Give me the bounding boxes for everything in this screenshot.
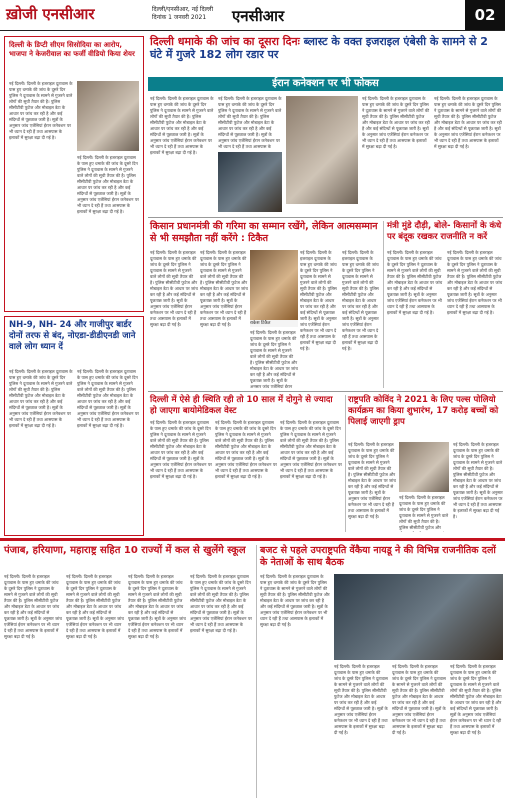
- lead-body-col2: नई दिल्ली। दिल्ली के इजराइल दूतावास के पास हुए धमाके की जांच के दूसरे दिन पुलिस ने दूतावास के सामने से गुजरने वाले लोगों की सूची तैयार की है। पुलिस सीसीटीवी फुटेज और मोबाइल डेटा के आधार पर जांच कर रही है और कई संदिग्धों से पूछताछ जारी है। सूत्रों के अनुसार जांच एजेंसियां ईरान कनेक्शन पर भी ध्यान दे रही हैं तथा आसपास के: [218, 96, 282, 149]
- page-number: 02: [465, 0, 505, 30]
- divider: [256, 545, 257, 798]
- left-top-story-box: [4, 36, 144, 312]
- left-top-photo: [77, 81, 139, 151]
- schools-body-col4: नई दिल्ली। दिल्ली के इजराइल दूतावास के पास हुए धमाके की जांच के दूसरे दिन पुलिस ने दूतावास के सामने से गुजरने वाले लोगों की सूची तैयार की है। पुलिस सीसीटीवी फुटेज और मोबाइल डेटा के आधार पर जांच कर रही है और कई संदिग्धों से पूछताछ जारी है। सूत्रों के अनुसार जांच एजेंसियां ईरान कनेक्शन पर भी ध्यान दे रही हैं तथा आसपास के इलाकों में सुरक्षा बढ़ा दी गई है।: [190, 574, 252, 633]
- minister-body-col2: नई दिल्ली। दिल्ली के इजराइल दूतावास के पास हुए धमाके की जांच के दूसरे दिन पुलिस ने दूतावास के सामने से गुजरने वाले लोगों की सूची तैयार की है। पुलिस सीसीटीवी फुटेज और मोबाइल डेटा के आधार पर जांच कर रही है और कई संदिग्धों से पूछताछ जारी है। सूत्रों के अनुसार जांच एजेंसियां ईरान कनेक्शन पर भी ध्यान दे रही हैं तथा आसपास के इलाकों में सुरक्षा बढ़ा दी गई है।: [447, 250, 503, 315]
- left-mid-story-box: [4, 316, 144, 536]
- polio-body-col3: नई दिल्ली। दिल्ली के इजराइल दूतावास के पास हुए धमाके की जांच के दूसरे दिन पुलिस ने दूतावास के सामने से गुजरने वाले लोगों की सूची तैयार की है। पुलिस सीसीटीवी फुटेज और मोबाइल डेटा के आधार पर जांच कर रही है और कई संदिग्धों से पूछताछ जारी है। सूत्रों के अनुसार जांच एजेंसियां ईरान कनेक्शन पर भी ध्यान दे रही हैं तथा आसपास के इलाकों में सुरक्षा बढ़ा दी गई है।: [453, 442, 503, 519]
- masthead: [0, 0, 505, 31]
- section-divider: [0, 538, 505, 541]
- left-mid-headline: NH-9, NH- 24 और गाजीपुर बार्डर दोनों तरफ से बंद, नोएडा-डीडीएनडी जाने वाले लोग ध्यान दें: [9, 320, 136, 352]
- left-top-headline: दिल्ली के डिप्टी सीएम सिसोदिया का आरोप, भाजपा ने केजरीवाल का फर्जी वीडियो किया शेयर: [9, 41, 135, 58]
- schools-headline: पंजाब, हरियाणा, महाराष्ट्र सहित 10 राज्यों में कल से खुलेंगे स्कूल: [4, 545, 246, 556]
- covid-body-col2: नई दिल्ली। दिल्ली के इजराइल दूतावास के पास हुए धमाके की जांच के दूसरे दिन पुलिस ने दूतावास के सामने से गुजरने वाले लोगों की सूची तैयार की है। पुलिस सीसीटीवी फुटेज और मोबाइल डेटा के आधार पर जांच कर रही है और कई संदिग्धों से पूछताछ जारी है। सूत्रों के अनुसार जांच एजेंसियां ईरान कनेक्शन पर भी ध्यान दे रही हैं तथा आसपास के इलाकों में सुरक्षा बढ़ा दी गई है।: [215, 420, 277, 479]
- lead-body-col4: नई दिल्ली। दिल्ली के इजराइल दूतावास के पास हुए धमाके की जांच के दूसरे दिन पुलिस ने दूतावास के सामने से गुजरने वाले लोगों की सूची तैयार की है। पुलिस सीसीटीवी फुटेज और मोबाइल डेटा के आधार पर जांच कर रही है और कई संदिग्धों से पूछताछ जारी है। सूत्रों के अनुसार जांच एजेंसियां ईरान कनेक्शन पर भी ध्यान दे रही हैं तथा आसपास के इलाकों में सुरक्षा बढ़ा दी गई है।: [434, 96, 502, 149]
- left-mid-body-col1: नई दिल्ली। दिल्ली के इजराइल दूतावास के पास हुए धमाके की जांच के दूसरे दिन पुलिस ने दूतावास के सामने से गुजरने वाले लोगों की सूची तैयार की है। पुलिस सीसीटीवी फुटेज और मोबाइल डेटा के आधार पर जांच कर रही है और कई संदिग्धों से पूछताछ जारी है। सूत्रों के अनुसार जांच एजेंसियां ईरान कनेक्शन पर भी ध्यान दे रही हैं तथा आसपास के इलाकों में सुरक्षा बढ़ा दी गई है।: [9, 369, 73, 428]
- polio-photo: [399, 442, 449, 492]
- left-top-body-col1: नई दिल्ली। दिल्ली के इजराइल दूतावास के पास हुए धमाके की जांच के दूसरे दिन पुलिस ने दूतावास के सामने से गुजरने वाले लोगों की सूची तैयार की है। पुलिस सीसीटीवी फुटेज और मोबाइल डेटा के आधार पर जांच कर रही है और कई संदिग्धों से पूछताछ जारी है। सूत्रों के अनुसार जांच एजेंसियां ईरान कनेक्शन पर भी ध्यान दे रही हैं तथा आसपास के इलाकों में सुरक्षा बढ़ा दी गई है।: [9, 81, 73, 140]
- masthead-meta: [152, 6, 213, 22]
- farmers-photo-caption: राकेश टिकैत: [250, 320, 298, 327]
- farmers-body-col2: नई दिल्ली। दिल्ली के इजराइल दूतावास के पास हुए धमाके की जांच के दूसरे दिन पुलिस ने दूतावास के सामने से गुजरने वाले लोगों की सूची तैयार की है। पुलिस सीसीटीवी फुटेज और मोबाइल डेटा के आधार पर जांच कर रही है और कई संदिग्धों से पूछताछ जारी है। सूत्रों के अनुसार जांच एजेंसियां ईरान कनेक्शन पर भी ध्यान दे रही हैं तथा आसपास के इलाकों में सुरक्षा बढ़ा दी गई है।: [200, 250, 248, 327]
- lead-photo-center: [286, 96, 358, 204]
- polio-headline: राष्ट्रपति कोविंद ने 2021 के लिए पल्स पोलियो कार्यक्रम का किया शुभारंभ, 17 करोड़ बच्चों को पिलाई जाएगी ड्राप: [348, 395, 499, 427]
- schools-body-col3: नई दिल्ली। दिल्ली के इजराइल दूतावास के पास हुए धमाके की जांच के दूसरे दिन पुलिस ने दूतावास के सामने से गुजरने वाले लोगों की सूची तैयार की है। पुलिस सीसीटीवी फुटेज और मोबाइल डेटा के आधार पर जांच कर रही है और कई संदिग्धों से पूछताछ जारी है। सूत्रों के अनुसार जांच एजेंसियां ईरान कनेक्शन पर भी ध्यान दे रही हैं तथा आसपास के इलाकों में सुरक्षा बढ़ा दी गई है।: [128, 574, 186, 639]
- polio-body-col1: नई दिल्ली। दिल्ली के इजराइल दूतावास के पास हुए धमाके की जांच के दूसरे दिन पुलिस ने दूतावास के सामने से गुजरने वाले लोगों की सूची तैयार की है। पुलिस सीसीटीवी फुटेज और मोबाइल डेटा के आधार पर जांच कर रही है और कई संदिग्धों से पूछताछ जारी है। सूत्रों के अनुसार जांच एजेंसियां ईरान कनेक्शन पर भी ध्यान दे रही हैं तथा आसपास के इलाकों में सुरक्षा बढ़ा दी गई है।: [348, 442, 396, 519]
- lead-headline: [150, 35, 502, 61]
- left-top-body-col2: नई दिल्ली। दिल्ली के इजराइल दूतावास के पास हुए धमाके की जांच के दूसरे दिन पुलिस ने दूतावास के सामने से गुजरने वाले लोगों की सूची तैयार की है। पुलिस सीसीटीवी फुटेज और मोबाइल डेटा के आधार पर जांच कर रही है और कई संदिग्धों से पूछताछ जारी है। सूत्रों के अनुसार जांच एजेंसियां ईरान कनेक्शन पर भी ध्यान दे रही हैं तथा आसपास के इलाकों में सुरक्षा बढ़ा दी गई है।: [77, 155, 139, 214]
- masthead-location: दिल्ली/एनसीआर, नई दिल्ली: [152, 6, 213, 13]
- budget-body-col1: नई दिल्ली। दिल्ली के इजराइल दूतावास के पास हुए धमाके की जांच के दूसरे दिन पुलिस ने दूतावास के सामने से गुजरने वाले लोगों की सूची तैयार की है। पुलिस सीसीटीवी फुटेज और मोबाइल डेटा के आधार पर जांच कर रही है और कई संदिग्धों से पूछताछ जारी है। सूत्रों के अनुसार जांच एजेंसियां ईरान कनेक्शन पर भी ध्यान दे रही हैं तथा आसपास के इलाकों में सुरक्षा बढ़ा दी गई है।: [260, 574, 330, 627]
- budget-photo: [334, 574, 503, 660]
- polio-body-col2: नई दिल्ली। दिल्ली के इजराइल दूतावास के पास हुए धमाके की जांच के दूसरे दिन पुलिस ने दूतावास के सामने से गुजरने वाले लोगों की सूची तैयार की है। पुलिस सीसीटीवी फुटेज और: [399, 495, 449, 530]
- divider: [345, 395, 346, 532]
- minister-body-col1: नई दिल्ली। दिल्ली के इजराइल दूतावास के पास हुए धमाके की जांच के दूसरे दिन पुलिस ने दूतावास के सामने से गुजरने वाले लोगों की सूची तैयार की है। पुलिस सीसीटीवी फुटेज और मोबाइल डेटा के आधार पर जांच कर रही है और कई संदिग्धों से पूछताछ जारी है। सूत्रों के अनुसार जांच एजेंसियां ईरान कनेक्शन पर भी ध्यान दे रही हैं तथा आसपास के इलाकों में सुरक्षा बढ़ा दी गई है।: [387, 250, 443, 315]
- divider: [148, 217, 503, 218]
- budget-body-col3: नई दिल्ली। दिल्ली के इजराइल दूतावास के पास हुए धमाके की जांच के दूसरे दिन पुलिस ने दूतावास के सामने से गुजरने वाले लोगों की सूची तैयार की है। पुलिस सीसीटीवी फुटेज और मोबाइल डेटा के आधार पर जांच कर रही है और कई संदिग्धों से पूछताछ जारी है। सूत्रों के अनुसार जांच एजेंसियां ईरान कनेक्शन पर भी ध्यान दे रही हैं तथा आसपास के इलाकों में सुरक्षा बढ़ा दी गई है।: [392, 664, 446, 735]
- farmers-body-col4: नई दिल्ली। दिल्ली के इजराइल दूतावास के पास हुए धमाके की जांच के दूसरे दिन पुलिस ने दूतावास के सामने से गुजरने वाले लोगों की सूची तैयार की है। पुलिस सीसीटीवी फुटेज और मोबाइल डेटा के आधार पर जांच कर रही है और कई संदिग्धों से पूछताछ जारी है। सूत्रों के अनुसार जांच एजेंसियां ईरान कनेक्शन पर भी ध्यान दे रही हैं तथा आसपास के इलाकों में सुरक्षा बढ़ा दी गई है।: [300, 250, 337, 351]
- farmers-body-col3: नई दिल्ली। दिल्ली के इजराइल दूतावास के पास हुए धमाके की जांच के दूसरे दिन पुलिस ने दूतावास के सामने से गुजरने वाले लोगों की सूची तैयार की है। पुलिस सीसीटीवी फुटेज और मोबाइल डेटा के आधार पर जांच कर रही है और कई संदिग्धों से पूछताछ जारी है। सूत्रों के अनुसार जांच एजेंसियां ईरान: [250, 330, 298, 388]
- divider: [148, 391, 503, 392]
- masthead-date: दिनांक 1 जनवरी 2021: [152, 14, 207, 21]
- farmers-body-col5: नई दिल्ली। दिल्ली के इजराइल दूतावास के पास हुए धमाके की जांच के दूसरे दिन पुलिस ने दूतावास के सामने से गुजरने वाले लोगों की सूची तैयार की है। पुलिस सीसीटीवी फुटेज और मोबाइल डेटा के आधार पर जांच कर रही है और कई संदिग्धों से पूछताछ जारी है। सूत्रों के अनुसार जांच एजेंसियां ईरान कनेक्शन पर भी ध्यान दे रही हैं तथा आसपास के इलाकों में सुरक्षा बढ़ा दी गई है।: [342, 250, 379, 351]
- lead-body-col3: नई दिल्ली। दिल्ली के इजराइल दूतावास के पास हुए धमाके की जांच के दूसरे दिन पुलिस ने दूतावास के सामने से गुजरने वाले लोगों की सूची तैयार की है। पुलिस सीसीटीवी फुटेज और मोबाइल डेटा के आधार पर जांच कर रही है और कई संदिग्धों से पूछताछ जारी है। सूत्रों के अनुसार जांच एजेंसियां ईरान कनेक्शन पर भी ध्यान दे रही हैं तथा आसपास के इलाकों में सुरक्षा बढ़ा दी गई है।: [362, 96, 430, 149]
- lead-photo-left: [218, 152, 282, 212]
- lead-headline-blue: ब्लास्ट के वक्त इजराइल एंबेसी के सामने से 2 घंटे में गुजरे 182 लोग रडार पर: [150, 35, 488, 61]
- schools-body-col2: नई दिल्ली। दिल्ली के इजराइल दूतावास के पास हुए धमाके की जांच के दूसरे दिन पुलिस ने दूतावास के सामने से गुजरने वाले लोगों की सूची तैयार की है। पुलिस सीसीटीवी फुटेज और मोबाइल डेटा के आधार पर जांच कर रही है और कई संदिग्धों से पूछताछ जारी है। सूत्रों के अनुसार जांच एजेंसियां ईरान कनेक्शन पर भी ध्यान दे रही हैं तथा आसपास के इलाकों में सुरक्षा बढ़ा दी गई है।: [66, 574, 124, 639]
- minister-headline: मंत्री मुंडे दौड़ी, बोले- किसानों के कंधे पर बंदूक रखकर राजनीति न करें: [387, 221, 502, 242]
- covid-headline: दिल्ली में ऐसे ही स्थिति रही तो 10 साल में दोगुने से ज्यादा हो जाएगा बायोमेडिकल वेस्ट: [150, 395, 333, 416]
- lead-headline-red: दिल्ली धमाके की जांच का दूसरा दिनः: [150, 35, 300, 48]
- budget-body-col4: नई दिल्ली। दिल्ली के इजराइल दूतावास के पास हुए धमाके की जांच के दूसरे दिन पुलिस ने दूतावास के सामने से गुजरने वाले लोगों की सूची तैयार की है। पुलिस सीसीटीवी फुटेज और मोबाइल डेटा के आधार पर जांच कर रही है और कई संदिग्धों से पूछताछ जारी है। सूत्रों के अनुसार जांच एजेंसियां ईरान कनेक्शन पर भी ध्यान दे रही हैं तथा आसपास के इलाकों में सुरक्षा बढ़ा दी गई है।: [450, 664, 502, 735]
- section-label: एनसीआर: [232, 7, 285, 25]
- lead-body-col1: नई दिल्ली। दिल्ली के इजराइल दूतावास के पास हुए धमाके की जांच के दूसरे दिन पुलिस ने दूतावास के सामने से गुजरने वाले लोगों की सूची तैयार की है। पुलिस सीसीटीवी फुटेज और मोबाइल डेटा के आधार पर जांच कर रही है और कई संदिग्धों से पूछताछ जारी है। सूत्रों के अनुसार जांच एजेंसियां ईरान कनेक्शन पर भी ध्यान दे रही हैं तथा आसपास के इलाकों में सुरक्षा बढ़ा दी गई है।: [150, 96, 214, 155]
- farmers-body-col1: नई दिल्ली। दिल्ली के इजराइल दूतावास के पास हुए धमाके की जांच के दूसरे दिन पुलिस ने दूतावास के सामने से गुजरने वाले लोगों की सूची तैयार की है। पुलिस सीसीटीवी फुटेज और मोबाइल डेटा के आधार पर जांच कर रही है और कई संदिग्धों से पूछताछ जारी है। सूत्रों के अनुसार जांच एजेंसियां ईरान कनेक्शन पर भी ध्यान दे रही हैं तथा आसपास के इलाकों में सुरक्षा बढ़ा दी गई है।: [150, 250, 198, 327]
- left-mid-body-col2: नई दिल्ली। दिल्ली के इजराइल दूतावास के पास हुए धमाके की जांच के दूसरे दिन पुलिस ने दूतावास के सामने से गुजरने वाले लोगों की सूची तैयार की है। पुलिस सीसीटीवी फुटेज और मोबाइल डेटा के आधार पर जांच कर रही है और कई संदिग्धों से पूछताछ जारी है। सूत्रों के अनुसार जांच एजेंसियां ईरान कनेक्शन पर भी ध्यान दे रही हैं तथा आसपास के इलाकों में सुरक्षा बढ़ा दी गई है।: [77, 369, 139, 428]
- budget-body-col2: नई दिल्ली। दिल्ली के इजराइल दूतावास के पास हुए धमाके की जांच के दूसरे दिन पुलिस ने दूतावास के सामने से गुजरने वाले लोगों की सूची तैयार की है। पुलिस सीसीटीवी फुटेज और मोबाइल डेटा के आधार पर जांच कर रही है और कई संदिग्धों से पूछताछ जारी है। सूत्रों के अनुसार जांच एजेंसियां ईरान कनेक्शन पर भी ध्यान दे रही हैं तथा आसपास के इलाकों में सुरक्षा बढ़ा दी गई है।: [334, 664, 388, 735]
- farmers-photo: [250, 250, 298, 320]
- lead-strap: ईरान कनेक्शन पर भी फोकस: [148, 77, 503, 91]
- covid-body-col3: नई दिल्ली। दिल्ली के इजराइल दूतावास के पास हुए धमाके की जांच के दूसरे दिन पुलिस ने दूतावास के सामने से गुजरने वाले लोगों की सूची तैयार की है। पुलिस सीसीटीवी फुटेज और मोबाइल डेटा के आधार पर जांच कर रही है और कई संदिग्धों से पूछताछ जारी है। सूत्रों के अनुसार जांच एजेंसियां ईरान कनेक्शन पर भी ध्यान दे रही हैं तथा आसपास के इलाकों में सुरक्षा बढ़ा दी गई है।: [280, 420, 342, 479]
- farmers-headline: किसान प्रधानमंत्री की गरिमा का सम्मान रखेंगे, लेकिन आत्मसम्मान से भी समझौता नहीं करेंगे : टिकैत: [150, 221, 378, 244]
- budget-headline: बजट से पहले उपराष्ट्रपति वेंकैया नायडू ने की विभिन्न राजनीतिक दलों के नेताओं के साथ बैठक: [260, 545, 496, 568]
- covid-body-col1: नई दिल्ली। दिल्ली के इजराइल दूतावास के पास हुए धमाके की जांच के दूसरे दिन पुलिस ने दूतावास के सामने से गुजरने वाले लोगों की सूची तैयार की है। पुलिस सीसीटीवी फुटेज और मोबाइल डेटा के आधार पर जांच कर रही है और कई संदिग्धों से पूछताछ जारी है। सूत्रों के अनुसार जांच एजेंसियां ईरान कनेक्शन पर भी ध्यान दे रही हैं तथा आसपास के इलाकों में सुरक्षा बढ़ा दी गई है।: [150, 420, 212, 479]
- masthead-logo: ख़ोजी एनसीआर: [6, 5, 95, 23]
- divider: [383, 221, 384, 388]
- schools-body-col1: नई दिल्ली। दिल्ली के इजराइल दूतावास के पास हुए धमाके की जांच के दूसरे दिन पुलिस ने दूतावास के सामने से गुजरने वाले लोगों की सूची तैयार की है। पुलिस सीसीटीवी फुटेज और मोबाइल डेटा के आधार पर जांच कर रही है और कई संदिग्धों से पूछताछ जारी है। सूत्रों के अनुसार जांच एजेंसियां ईरान कनेक्शन पर भी ध्यान दे रही हैं तथा आसपास के इलाकों में सुरक्षा बढ़ा दी गई है।: [4, 574, 62, 639]
